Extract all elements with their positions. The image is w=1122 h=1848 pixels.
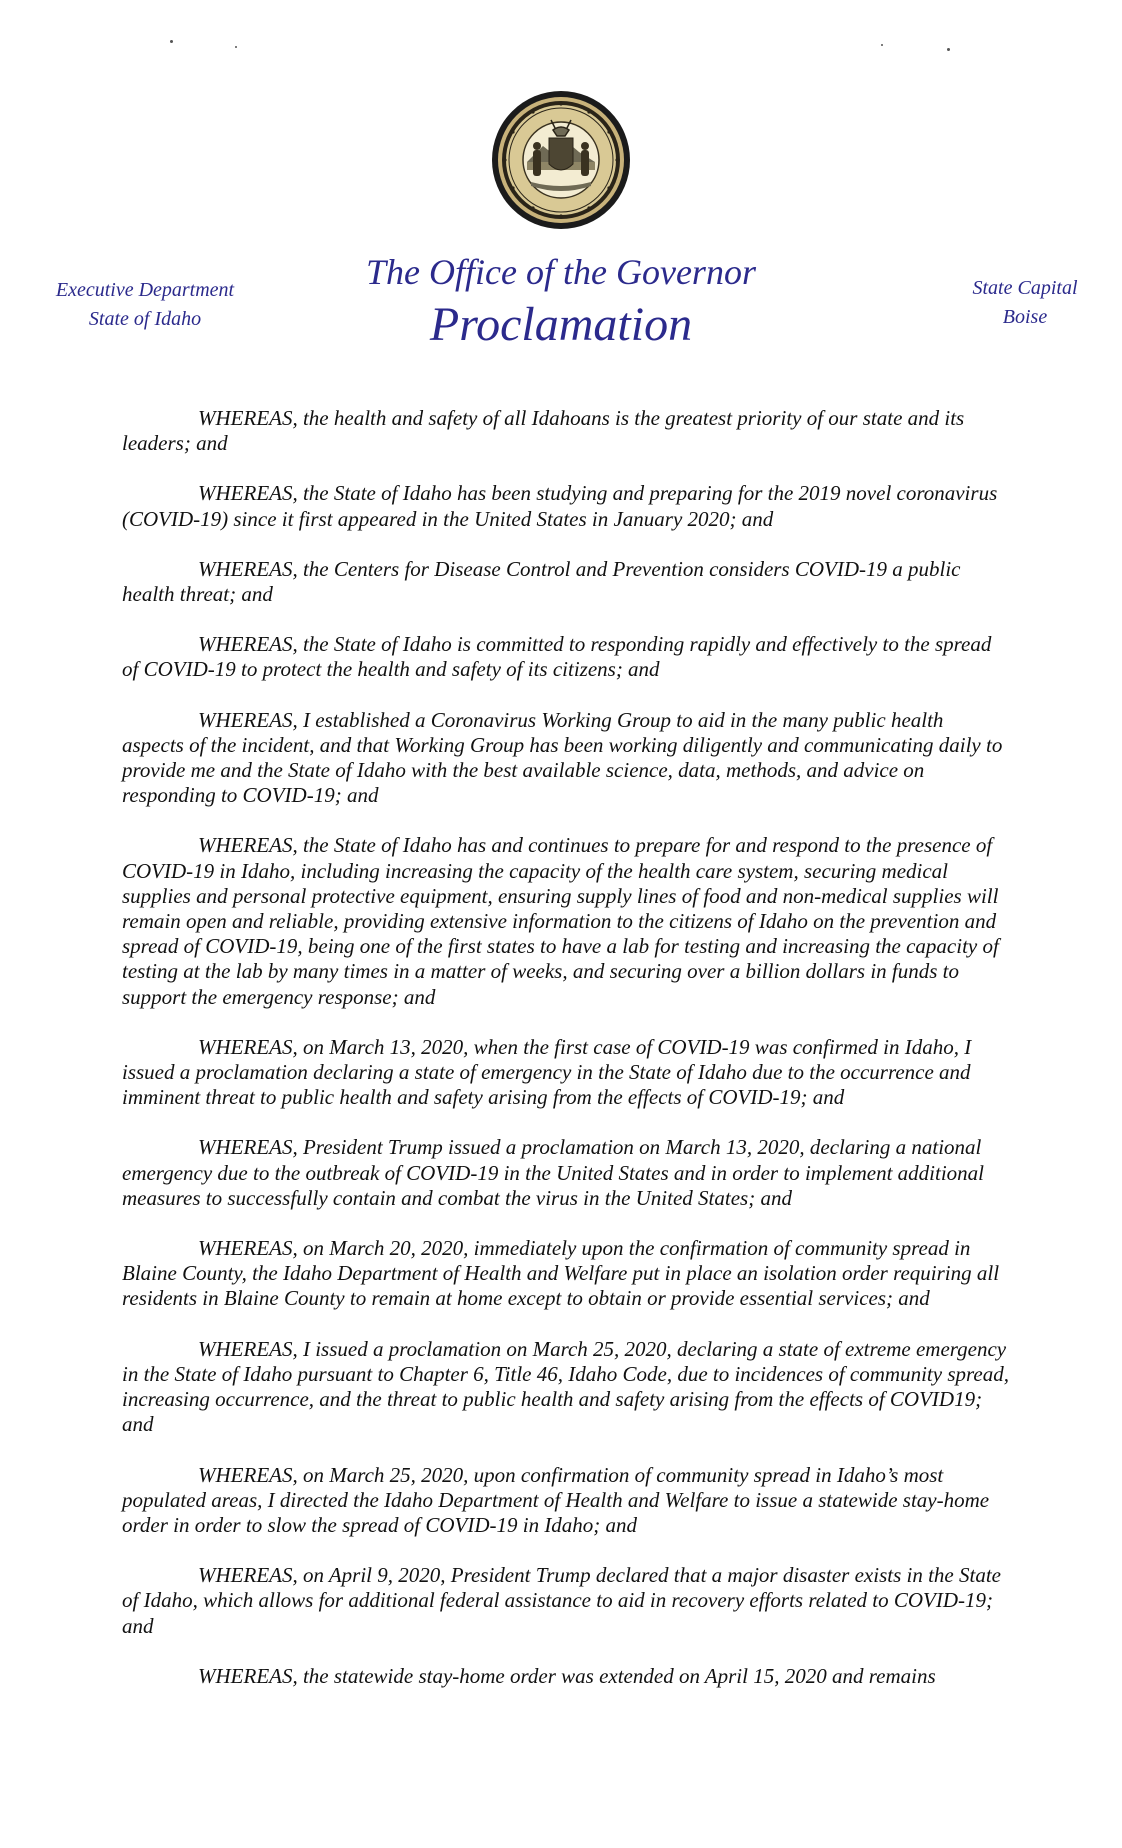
state-capital-label bbox=[950, 274, 1100, 332]
whereas-paragraph: WHEREAS, on April 9, 2020, President Trump declared that a major disaster exists in the State of Idaho, which allows for additional federal assistance to aid in recovery efforts related to COVID-19; and bbox=[122, 1563, 1001, 1638]
whereas-paragraph: WHEREAS, the State of Idaho has and continues to prepare for and respond to the presence of COVID-19 in Idaho, including increasing the capacity of the health care system, securing medical supplies and personal protective equipment, ensuring supply lines of food and non-medical supplies will remain open and reliable, providing extensive information to the citizens of Idaho on the prevention and spread of COVID-19, being one of the first states to have a lab for testing and increasing the capacity of testing at the lab by many times in a matter of weeks, and securing over a billion dollars in funds to support the emergency response; and bbox=[122, 833, 999, 1009]
whereas-paragraph: WHEREAS, the health and safety of all Idahoans is the greatest priority of our state and its leaders; and bbox=[122, 406, 965, 456]
right-header-line-1: State Capital bbox=[972, 277, 1078, 299]
proclamation-body bbox=[122, 406, 1010, 1714]
state-seal-icon bbox=[491, 90, 631, 230]
whereas-paragraph: WHEREAS, on March 20, 2020, immediately upon the confirmation of community spread in Blaine County, the Idaho Department of Health and Welfare put in place an isolation order requiring all residents in Blaine County to remain at home except to obtain or provide essential services; and bbox=[122, 1236, 1000, 1311]
whereas-paragraph: WHEREAS, the State of Idaho is committed to responding rapidly and effectively to the spread of COVID-19 to protect the health and safety of its citizens; and bbox=[122, 632, 992, 682]
left-header-line-2: State of Idaho bbox=[88, 308, 202, 330]
whereas-paragraph: WHEREAS, on March 13, 2020, when the first case of COVID-19 was confirmed in Idaho, I issued a proclamation declaring a state of emergency in the State of Idaho due to the occurrence and imminent threat to public health and safety arising from the effects of COVID-19; and bbox=[122, 1034, 972, 1110]
whereas-paragraph: WHEREAS, I established a Coronavirus Working Group to aid in the many public health aspects of the incident, and that Working Group has been working diligently and communicating daily to provide me and the State of Idaho with the best available science, data, methods, and advice on responding to COVID-19; and bbox=[122, 707, 1003, 808]
right-header-line-2: Boise bbox=[1002, 306, 1048, 328]
whereas-paragraph: WHEREAS, the Centers for Disease Control and Prevention considers COVID-19 a public health threat; and bbox=[122, 556, 961, 607]
whereas-paragraph: WHEREAS, I issued a proclamation on March 25, 2020, declaring a state of extreme emergency in the State of Idaho pursuant to Chapter 6, Title 46, Idaho Code, due to incidences of community spread, increasing occurrence, and the threat to public health and safety arising from the effects of COVID19; and bbox=[122, 1336, 1009, 1437]
proclamation-title: Proclamation bbox=[429, 298, 693, 351]
whereas-paragraph: WHEREAS, on March 25, 2020, upon confirmation of community spread in Idaho’s most populated areas, I directed the Idaho Department of Health and Welfare to issue a statewide stay-home order in order to slow the spread of COVID-19 in Idaho; and bbox=[122, 1462, 990, 1537]
scan-speck bbox=[235, 46, 237, 48]
office-title: The Office of the Governor bbox=[366, 252, 756, 292]
whereas-paragraph: WHEREAS, the State of Idaho has been studying and preparing for the 2019 novel coronavirus (COVID-19) since it first appeared in the United States in January 2020; and bbox=[122, 481, 998, 531]
scan-speck bbox=[881, 44, 883, 46]
whereas-paragraph: WHEREAS, President Trump issued a proclamation on March 13, 2020, declaring a national emergency due to the outbreak of COVID-19 in the United States and in order to implement additional measures to successfully contain and combat the virus in the United States; and bbox=[122, 1135, 985, 1210]
executive-department-label bbox=[40, 276, 250, 334]
left-header-line-1: Executive Department bbox=[55, 279, 235, 301]
whereas-paragraph: WHEREAS, the statewide stay-home order was extended on April 15, 2020 and remains bbox=[198, 1663, 936, 1688]
scan-speck bbox=[170, 40, 173, 43]
scan-speck bbox=[947, 48, 950, 51]
page-title-block bbox=[300, 250, 822, 356]
